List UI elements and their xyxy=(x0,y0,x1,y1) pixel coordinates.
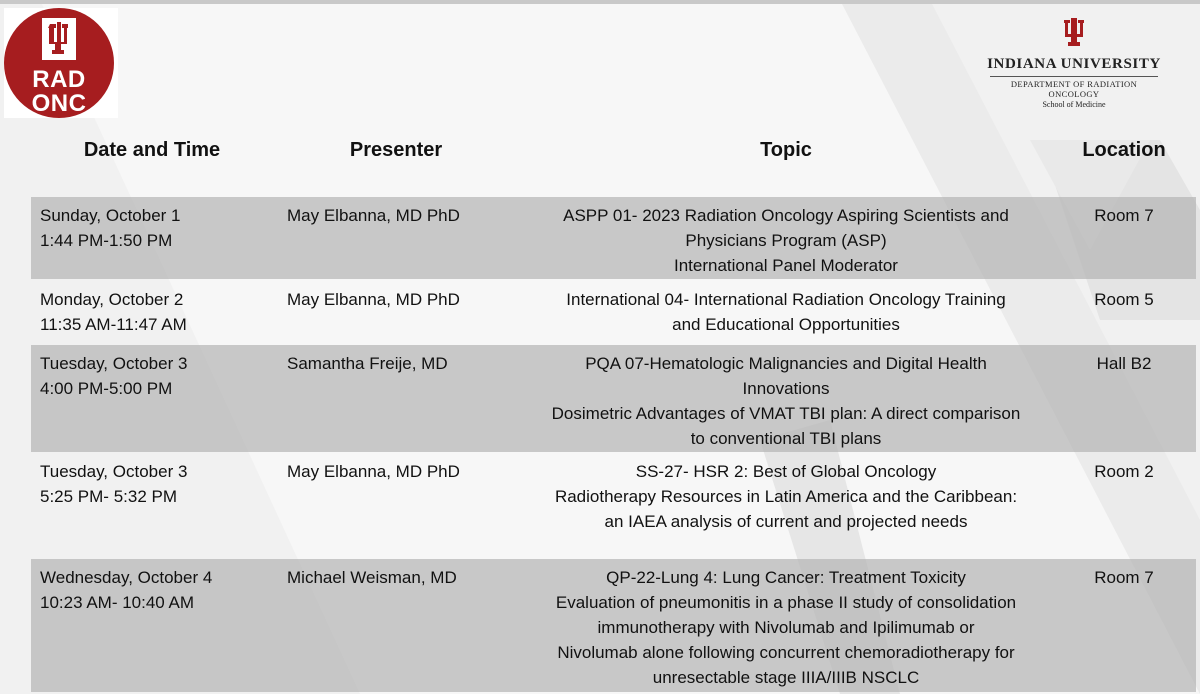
presenter-cell: May Elbanna, MD PhD xyxy=(287,290,460,309)
topic-line: Radiotherapy Resources in Latin America and the Caribbean: xyxy=(554,487,1018,506)
rad-onc-logo xyxy=(4,8,118,118)
time-text: 1:44 PM-1:50 PM xyxy=(40,231,173,250)
topic-cell xyxy=(515,565,1057,690)
location-cell: Room 5 xyxy=(1094,290,1154,309)
location-cell: Room 7 xyxy=(1094,568,1154,587)
topic-line: to conventional TBI plans xyxy=(690,429,882,448)
date-text: Sunday, October 1 xyxy=(40,206,181,225)
date-time-cell xyxy=(40,565,270,615)
topic-line: immunotherapy with Nivolumab and Ipilimumab or xyxy=(597,618,975,637)
topic-line: Dosimetric Advantages of VMAT TBI plan: A direct comparison xyxy=(551,404,1021,423)
department-name: DEPARTMENT OF RADIATION ONCOLOGY xyxy=(990,76,1158,99)
time-text: 5:25 PM- 5:32 PM xyxy=(40,487,178,506)
table-row xyxy=(31,281,1196,343)
iu-trident-icon xyxy=(1062,18,1086,48)
topic-cell xyxy=(515,459,1057,534)
table-row xyxy=(31,197,1196,279)
table-row xyxy=(31,453,1196,557)
header-date-time: Date and Time xyxy=(83,139,221,161)
school-name: School of Medicine xyxy=(1042,100,1106,109)
topic-cell xyxy=(515,203,1057,278)
topic-line: unresectable stage IIIA/IIIB NSCLC xyxy=(652,668,920,687)
presenter-cell: May Elbanna, MD PhD xyxy=(287,462,460,481)
presenter-cell: Michael Weisman, MD xyxy=(287,568,457,587)
table-row xyxy=(31,559,1196,692)
topic-line: Evaluation of pneumonitis in a phase II study of consolidation xyxy=(555,593,1017,612)
date-text: Tuesday, October 3 xyxy=(40,354,188,373)
logo-text-rad: RAD xyxy=(32,66,86,93)
topic-line: Physicians Program (ASP) xyxy=(685,231,887,250)
topic-line: Nivolumab alone following concurrent chemoradiotherapy for xyxy=(557,643,1015,662)
location-cell: Room 2 xyxy=(1094,462,1154,481)
topic-line: ASPP 01- 2023 Radiation Oncology Aspiring Scientists and xyxy=(563,206,1009,225)
topic-line: QP-22-Lung 4: Lung Cancer: Treatment Toxicity xyxy=(606,568,966,587)
time-text: 11:35 AM-11:47 AM xyxy=(40,315,187,334)
university-name: INDIANA UNIVERSITY xyxy=(987,56,1161,72)
rad-onc-logo-circle xyxy=(4,8,114,118)
date-time-cell xyxy=(40,203,270,253)
topic-line: and Educational Opportunities xyxy=(672,315,900,334)
date-time-cell xyxy=(40,351,270,401)
topic-line: International 04- International Radiation Oncology Training xyxy=(566,290,1006,309)
presenter-cell: May Elbanna, MD PhD xyxy=(287,206,460,225)
topic-line: PQA 07-Hematologic Malignancies and Digital Health xyxy=(585,354,987,373)
topic-cell xyxy=(515,351,1057,451)
iu-trident-icon xyxy=(42,18,76,60)
time-text: 10:23 AM- 10:40 AM xyxy=(40,593,195,612)
presenter-cell: Samantha Freije, MD xyxy=(287,354,448,373)
topic-cell xyxy=(515,287,1057,337)
date-time-cell xyxy=(40,287,270,337)
date-text: Monday, October 2 xyxy=(40,290,184,309)
topic-line: International Panel Moderator xyxy=(674,256,898,275)
topic-line: SS-27- HSR 2: Best of Global Oncology xyxy=(635,462,937,481)
logo-text-onc: ONC xyxy=(31,90,87,117)
location-cell: Room 7 xyxy=(1094,206,1154,225)
topic-line: Innovations xyxy=(742,379,830,398)
top-border xyxy=(0,0,1200,4)
header-topic: Topic xyxy=(760,139,812,161)
date-time-cell xyxy=(40,459,270,509)
date-text: Tuesday, October 3 xyxy=(40,462,188,481)
time-text: 4:00 PM-5:00 PM xyxy=(40,379,173,398)
location-cell: Hall B2 xyxy=(1096,354,1152,373)
date-text: Wednesday, October 4 xyxy=(40,568,213,587)
table-row xyxy=(31,345,1196,452)
header-presenter: Presenter xyxy=(349,139,443,161)
header-location: Location xyxy=(1082,139,1166,161)
topic-line: an IAEA analysis of current and projected needs xyxy=(604,512,968,531)
indiana-university-logo xyxy=(984,18,1164,109)
